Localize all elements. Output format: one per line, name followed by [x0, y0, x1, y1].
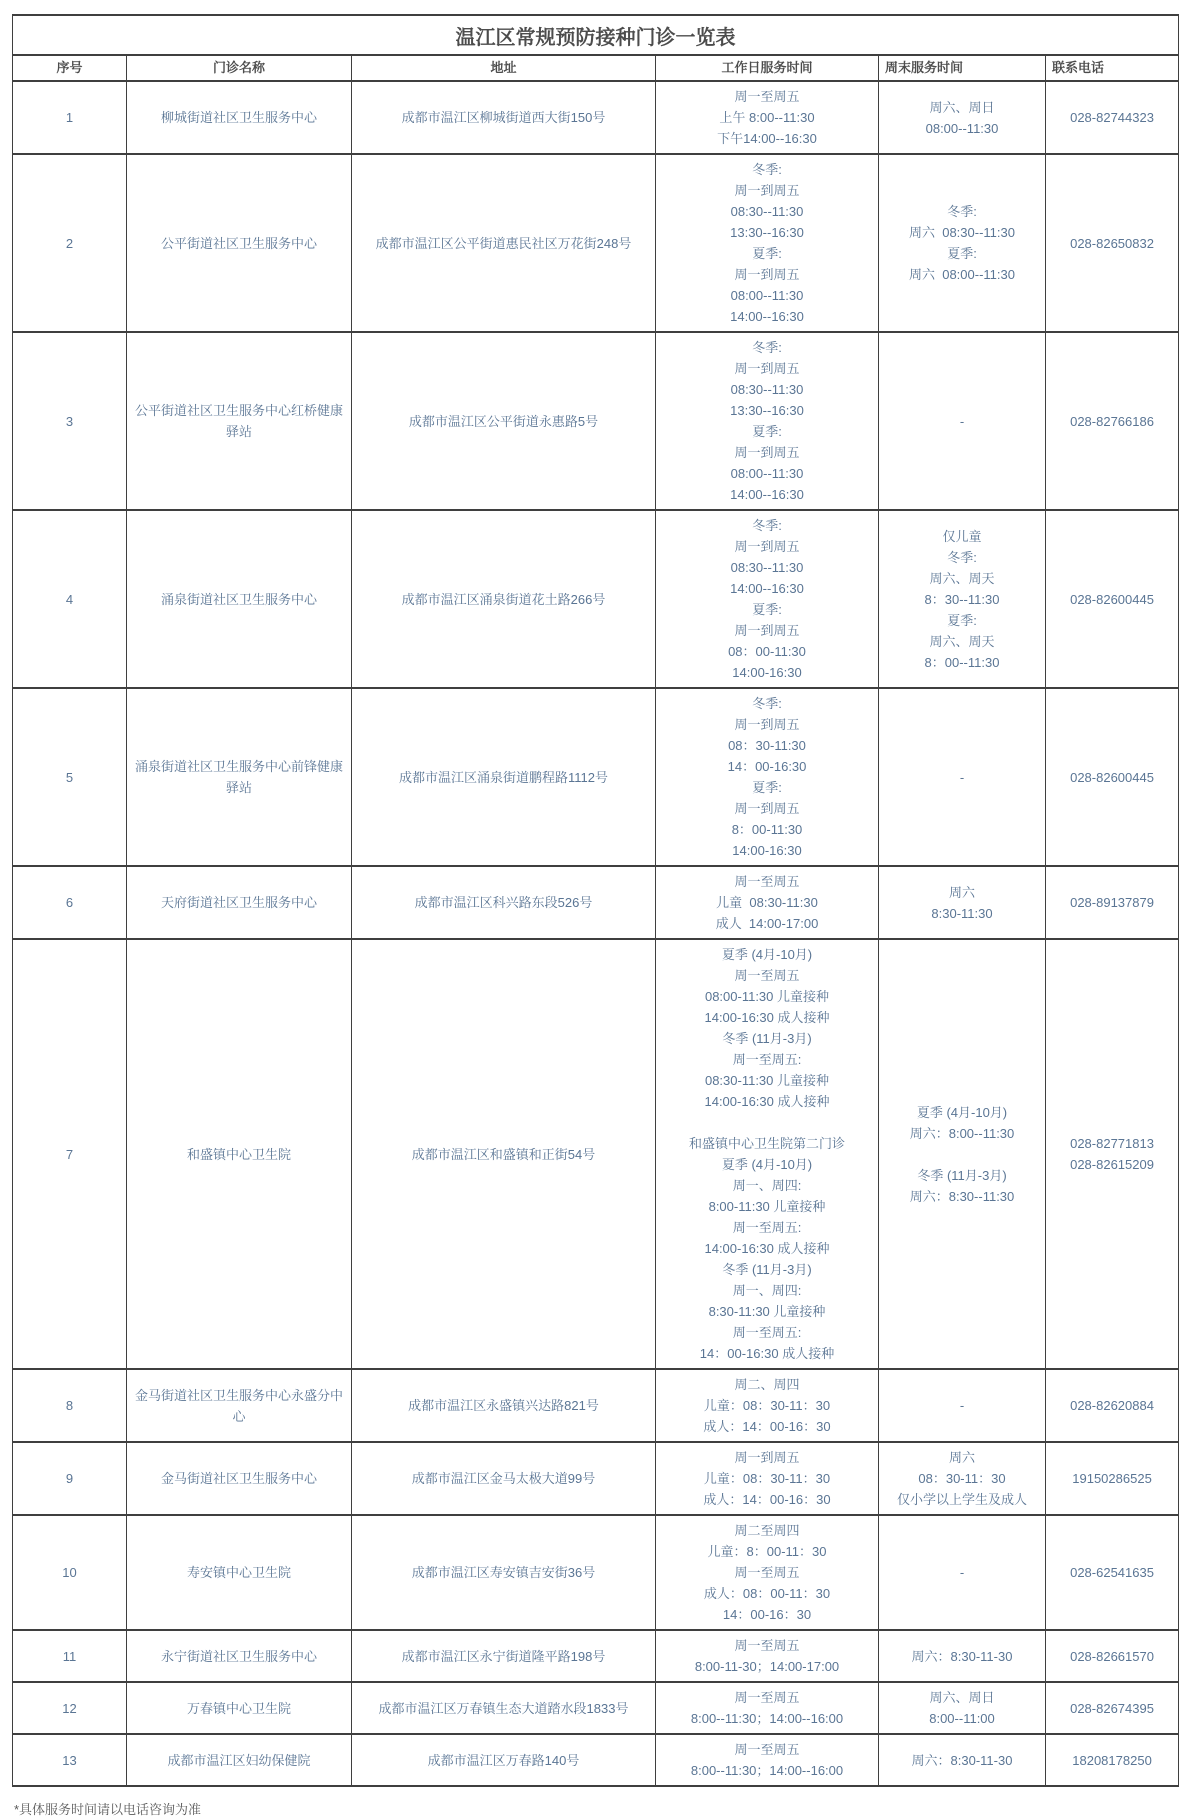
cell-line: 8:00-11-30；14:00-17:00: [694, 1659, 840, 1674]
weekend-hours-cell: [879, 1682, 1046, 1734]
cell-line: 周一至周五:: [732, 1220, 802, 1235]
cell-line: -: [959, 1565, 965, 1580]
cell-line: 8：30--11:30: [924, 591, 1000, 607]
weekday-hours-cell: [656, 939, 879, 1369]
cell-line: 8：00--11:30: [924, 654, 1000, 670]
cell-line: 14:00-16:30 成人接种: [704, 1010, 830, 1025]
cell-line: 14：00-16：30: [722, 1607, 812, 1622]
cell-line: 14:00-16:30: [732, 665, 802, 680]
cell-line: 14:00--16:30: [730, 309, 804, 324]
cell-line: 028-82766186: [1070, 413, 1154, 429]
clinic-name-cell: 金马街道社区卫生服务中心: [127, 1442, 352, 1515]
cell-line: 周一到周五: [734, 445, 800, 460]
cell-line: 周六、周天: [929, 570, 995, 586]
cell-line: -: [959, 413, 965, 429]
phone-cell: [1046, 81, 1179, 154]
weekday-hours-cell: [656, 866, 879, 939]
row-number-cell: 8: [13, 1369, 127, 1442]
table-row: [13, 1442, 1179, 1515]
cell-line: 周六 08:00--11:30: [909, 267, 1015, 282]
weekday-hours-cell: [656, 1369, 879, 1442]
address-cell: 成都市温江区金马太极大道99号: [352, 1442, 656, 1515]
row-number-cell: 5: [13, 688, 127, 866]
address-cell: 成都市温江区万春镇生态大道踏水段1833号: [352, 1682, 656, 1734]
weekend-hours-cell: [879, 81, 1046, 154]
column-header-0: 序号: [13, 55, 127, 81]
table-row: [13, 81, 1179, 154]
cell-line: 冬季:: [947, 204, 977, 219]
cell-line: 周一到周五: [734, 267, 800, 282]
phone-cell: [1046, 510, 1179, 688]
cell-line: 冬季 (11月-3月): [917, 1167, 1007, 1183]
cell-line: 08：30-11:30: [728, 738, 806, 753]
cell-line: 周一至周五:: [732, 1325, 802, 1340]
address-cell: 成都市温江区涌泉街道鹏程路1112号: [352, 688, 656, 866]
cell-line: 19150286525: [1072, 1471, 1152, 1486]
cell-line: 周一到周五: [734, 183, 800, 198]
page-title: 温江区常规预防接种门诊一览表: [13, 15, 1179, 55]
cell-line: 08:30--11:30: [730, 560, 804, 575]
cell-line: 08：30-11：30: [918, 1471, 1006, 1486]
weekday-hours-cell: [656, 1734, 879, 1786]
phone-cell: [1046, 688, 1179, 866]
cell-line: 08:30--11:30: [730, 204, 804, 219]
column-header-1: 门诊名称: [127, 55, 352, 81]
row-number-cell: 6: [13, 866, 127, 939]
phone-cell: [1046, 154, 1179, 332]
cell-line: 周一、周四:: [732, 1178, 802, 1193]
clinic-name-cell: 成都市温江区妇幼保健院: [127, 1734, 352, 1786]
weekend-hours-cell: [879, 1369, 1046, 1442]
row-number-cell: 10: [13, 1515, 127, 1630]
cell-line: 周六：8:00--11:30: [909, 1125, 1015, 1141]
cell-line: 周六: [948, 884, 975, 900]
cell-line: 8:00--11:30；14:00--16:00: [690, 1763, 844, 1778]
weekend-hours-cell: [879, 1515, 1046, 1630]
cell-line: 仅小学以上学生及成人: [896, 1492, 1027, 1507]
address-cell: 成都市温江区万春路140号: [352, 1734, 656, 1786]
cell-line: 夏季:: [947, 246, 977, 261]
cell-line: 冬季 (11月-3月): [722, 1031, 812, 1046]
clinic-table: [12, 14, 1179, 1787]
cell-line: 周六：8:30-11-30: [911, 1648, 1013, 1664]
address-cell: 成都市温江区柳城街道西大街150号: [352, 81, 656, 154]
cell-line: 周一至周五: [734, 874, 800, 889]
cell-line: 8：00-11:30: [731, 822, 803, 837]
phone-cell: [1046, 866, 1179, 939]
clinic-name-cell: 和盛镇中心卫生院: [127, 939, 352, 1369]
address-cell: 成都市温江区公平街道永惠路5号: [352, 332, 656, 510]
cell-line: 13:30--16:30: [730, 225, 804, 240]
cell-line: 028-82674395: [1070, 1700, 1154, 1716]
cell-line: 周一、周四:: [732, 1283, 802, 1298]
cell-line: 冬季:: [947, 549, 977, 565]
cell-line: 028-82744323: [1070, 110, 1154, 125]
cell-line: 儿童：08：30-11：30: [703, 1471, 831, 1486]
title-row: [13, 15, 1179, 55]
address-cell: 成都市温江区和盛镇和正街54号: [352, 939, 656, 1369]
cell-line: 周一至周五: [734, 1742, 800, 1757]
cell-line: 14：00-16:30: [727, 759, 807, 774]
weekday-hours-cell: [656, 1515, 879, 1630]
cell-line: 14：00-16:30 成人接种: [699, 1346, 835, 1361]
weekday-hours-cell: [656, 81, 879, 154]
cell-line: 13:30--16:30: [730, 403, 804, 418]
cell-line: 夏季 (4月-10月): [916, 1104, 1008, 1120]
cell-line: 夏季:: [752, 424, 782, 439]
cell-line: 周一至周五:: [732, 1052, 802, 1067]
row-number-cell: 11: [13, 1630, 127, 1682]
phone-cell: [1046, 939, 1179, 1369]
cell-line: 周六、周日: [929, 1690, 995, 1705]
clinic-name-cell: 公平街道社区卫生服务中心红桥健康驿站: [127, 332, 352, 510]
table-row: [13, 1734, 1179, 1786]
cell-line: 周一至周五: [734, 1565, 800, 1580]
column-header-3: 工作日服务时间: [656, 55, 879, 81]
header-row: [13, 55, 1179, 81]
cell-line: 周二至周四: [734, 1523, 800, 1538]
cell-line: 08：00-11:30: [728, 644, 806, 659]
weekday-hours-cell: [656, 1682, 879, 1734]
table-row: [13, 939, 1179, 1369]
cell-line: 周一至周五: [734, 1690, 800, 1705]
cell-line: 周六、周日: [929, 99, 995, 115]
phone-cell: [1046, 1734, 1179, 1786]
cell-line: 14:00-16:30 成人接种: [704, 1241, 830, 1256]
row-number-cell: 4: [13, 510, 127, 688]
phone-cell: [1046, 332, 1179, 510]
cell-line: 周一至周五: [734, 1638, 800, 1653]
cell-line: 14:00--16:30: [730, 581, 804, 596]
cell-line: 周一到周五: [734, 717, 800, 732]
cell-line: 14:00-16:30: [732, 843, 802, 858]
weekend-hours-cell: [879, 1442, 1046, 1515]
phone-cell: [1046, 1369, 1179, 1442]
cell-line: 周一至周五: [734, 968, 800, 983]
cell-line: 成人 14:00-17:00: [715, 916, 819, 931]
cell-line: 儿童：08：30-11：30: [703, 1398, 831, 1413]
clinic-name-cell: 柳城街道社区卫生服务中心: [127, 81, 352, 154]
cell-line: -: [959, 1398, 965, 1413]
cell-line: 周一到周五: [734, 801, 800, 816]
cell-line: 08:00--11:30: [730, 288, 804, 303]
column-header-5: 联系电话: [1046, 55, 1179, 81]
cell-line: 028-62541635: [1070, 1565, 1154, 1580]
table-row: [13, 332, 1179, 510]
cell-line: 周六: [948, 1450, 975, 1465]
cell-line: 8:30-11:30 儿童接种: [708, 1304, 826, 1319]
cell-line: 028-82771813: [1070, 1136, 1154, 1151]
cell-line: 14:00-16:30 成人接种: [704, 1094, 830, 1109]
table-row: [13, 866, 1179, 939]
row-number-cell: 9: [13, 1442, 127, 1515]
cell-line: 18208178250: [1072, 1752, 1152, 1768]
cell-line: 周一到周五: [734, 539, 800, 554]
cell-line: 028-82600445: [1070, 769, 1154, 785]
weekend-hours-cell: [879, 1630, 1046, 1682]
cell-line: 028-89137879: [1070, 895, 1154, 910]
cell-line: 周一到周五: [734, 623, 800, 638]
row-number-cell: 7: [13, 939, 127, 1369]
cell-line: 周一到周五: [734, 361, 800, 376]
cell-line: 夏季 (4月-10月): [721, 1157, 813, 1172]
cell-line: 028-82600445: [1070, 591, 1154, 607]
cell-line: 儿童：8：00-11：30: [707, 1544, 827, 1559]
clinic-name-cell: 涌泉街道社区卫生服务中心前锋健康驿站: [127, 688, 352, 866]
cell-line: 8:30-11:30: [931, 905, 993, 921]
cell-line: 周一到周五: [734, 1450, 800, 1465]
phone-cell: [1046, 1515, 1179, 1630]
weekend-hours-cell: [879, 510, 1046, 688]
cell-line: 儿童 08:30-11:30: [716, 895, 818, 910]
cell-line: 夏季:: [947, 612, 977, 628]
cell-line: 成人：14：00-16：30: [703, 1419, 831, 1434]
clinic-name-cell: 万春镇中心卫生院: [127, 1682, 352, 1734]
cell-line: 下午14:00--16:30: [717, 131, 817, 146]
cell-line: 和盛镇中心卫生院第二门诊: [688, 1136, 845, 1151]
weekday-hours-cell: [656, 1442, 879, 1515]
row-number-cell: 2: [13, 154, 127, 332]
clinic-name-cell: 天府街道社区卫生服务中心: [127, 866, 352, 939]
row-number-cell: 3: [13, 332, 127, 510]
table-row: [13, 1682, 1179, 1734]
cell-line: 仅儿童: [942, 528, 982, 544]
cell-line: 028-82661570: [1070, 1648, 1154, 1664]
cell-line: 周二、周四: [734, 1377, 800, 1392]
cell-line: 08:00--11:30: [730, 466, 804, 481]
weekday-hours-cell: [656, 688, 879, 866]
cell-line: 周六：8:30--11:30: [909, 1188, 1015, 1204]
cell-line: 08:00-11:30 儿童接种: [704, 989, 830, 1004]
cell-line: 成人：08：00-11：30: [703, 1586, 831, 1601]
table-row: [13, 510, 1179, 688]
cell-line: 周一至周五: [734, 89, 800, 104]
address-cell: 成都市温江区科兴路东段526号: [352, 866, 656, 939]
table-row: [13, 1630, 1179, 1682]
table-row: [13, 688, 1179, 866]
column-header-4: 周末服务时间: [879, 55, 1046, 81]
cell-line: 周六 08:30--11:30: [909, 225, 1015, 240]
address-cell: 成都市温江区寿安镇吉安街36号: [352, 1515, 656, 1630]
clinic-name-cell: 永宁街道社区卫生服务中心: [127, 1630, 352, 1682]
cell-line: 8:00--11:30；14:00--16:00: [690, 1711, 844, 1726]
weekend-hours-cell: [879, 688, 1046, 866]
address-cell: 成都市温江区永宁街道隆平路198号: [352, 1630, 656, 1682]
cell-line: 028-82650832: [1070, 235, 1154, 251]
weekend-hours-cell: [879, 939, 1046, 1369]
weekday-hours-cell: [656, 1630, 879, 1682]
cell-line: 冬季:: [752, 696, 782, 711]
cell-line: 夏季 (4月-10月): [721, 947, 813, 962]
table-row: [13, 1369, 1179, 1442]
cell-line: -: [959, 769, 965, 785]
clinic-name-cell: 金马街道社区卫生服务中心永盛分中心: [127, 1369, 352, 1442]
cell-line: [662, 1112, 872, 1133]
cell-line: 周六、周天: [929, 633, 995, 649]
cell-line: [885, 1144, 1039, 1165]
cell-line: 夏季:: [752, 602, 782, 617]
cell-line: 夏季:: [752, 246, 782, 261]
cell-line: 冬季 (11月-3月): [722, 1262, 812, 1277]
clinic-name-cell: 公平街道社区卫生服务中心: [127, 154, 352, 332]
weekday-hours-cell: [656, 510, 879, 688]
table-row: [13, 1515, 1179, 1630]
phone-cell: [1046, 1442, 1179, 1515]
address-cell: 成都市温江区公平街道惠民社区万花街248号: [352, 154, 656, 332]
phone-cell: [1046, 1682, 1179, 1734]
row-number-cell: 1: [13, 81, 127, 154]
phone-cell: [1046, 1630, 1179, 1682]
clinic-name-cell: 涌泉街道社区卫生服务中心: [127, 510, 352, 688]
cell-line: 周六：8:30-11-30: [911, 1752, 1013, 1768]
table-row: [13, 154, 1179, 332]
cell-line: 08:30-11:30 儿童接种: [704, 1073, 830, 1088]
cell-line: 冬季:: [752, 518, 782, 533]
cell-line: 028-82615209: [1070, 1157, 1154, 1172]
cell-line: 8:00--11:00: [929, 1711, 995, 1726]
cell-line: 冬季:: [752, 340, 782, 355]
weekend-hours-cell: [879, 866, 1046, 939]
cell-line: 冬季:: [752, 162, 782, 177]
address-cell: 成都市温江区永盛镇兴达路821号: [352, 1369, 656, 1442]
cell-line: 夏季:: [752, 780, 782, 795]
clinic-name-cell: 寿安镇中心卫生院: [127, 1515, 352, 1630]
weekend-hours-cell: [879, 1734, 1046, 1786]
cell-line: 8:00-11:30 儿童接种: [708, 1199, 826, 1214]
row-number-cell: 13: [13, 1734, 127, 1786]
row-number-cell: 12: [13, 1682, 127, 1734]
column-header-2: 地址: [352, 55, 656, 81]
cell-line: 08:30--11:30: [730, 382, 804, 397]
footnote: *具体服务时间请以电话咨询为准: [14, 1802, 202, 1817]
weekend-hours-cell: [879, 332, 1046, 510]
cell-line: 08:00--11:30: [925, 120, 999, 136]
weekday-hours-cell: [656, 332, 879, 510]
weekday-hours-cell: [656, 154, 879, 332]
cell-line: 成人：14：00-16：30: [703, 1492, 831, 1507]
address-cell: 成都市温江区涌泉街道花土路266号: [352, 510, 656, 688]
cell-line: 14:00--16:30: [730, 487, 804, 502]
weekend-hours-cell: [879, 154, 1046, 332]
cell-line: 028-82620884: [1070, 1398, 1154, 1413]
cell-line: 上午 8:00--11:30: [719, 110, 815, 125]
